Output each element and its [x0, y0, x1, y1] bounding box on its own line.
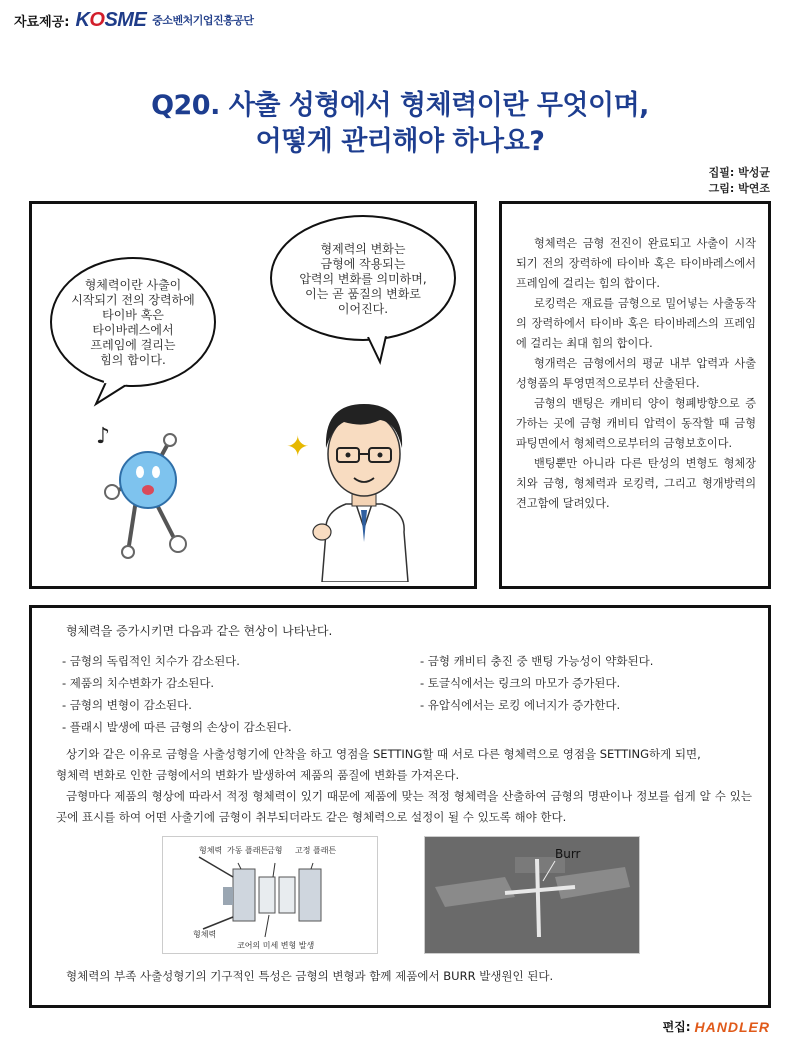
- bubble-line: 압력의 변화를 의미하며,: [299, 272, 427, 286]
- label-clamp-force-top: 형체력: [199, 846, 223, 855]
- explanation-paragraph: 형개력은 금형에서의 평균 내부 압력과 사출성형품의 투영면적으로부터 산출된다.: [516, 357, 756, 390]
- details-panel: [29, 605, 771, 1008]
- bubble-line: 이는 곧 품질의 변화로: [305, 287, 421, 301]
- molecule-mascot: [98, 432, 208, 562]
- effects-list-right: [420, 650, 653, 716]
- effects-list-left: [62, 650, 292, 738]
- paragraph-line: 형체력 변화로 인한 금형에서의 변화가 발생하여 제품의 품질에 변화를 가져온다.: [56, 768, 460, 782]
- source-header: [14, 8, 254, 32]
- bubble-line: 프레임에 걸리는: [90, 338, 176, 352]
- writer-credit: 집필: 박성균: [708, 166, 770, 179]
- burr-photo: [425, 837, 639, 953]
- label-burr: Burr: [555, 847, 581, 861]
- engineer-character: [304, 382, 424, 582]
- explanation-paragraph: 밴팅뿐만 아니라 다른 탄성의 변형도 형체장치와 금형, 형체력과 로킹력, 그리고 형개방력의 견고함에 달려있다.: [516, 457, 756, 510]
- effect-item: - 플래시 발생에 따른 금형의 손상이 감소된다.: [62, 720, 292, 734]
- bubble-line: 금형에 작용되는: [320, 257, 406, 271]
- paragraph-line: 상기와 같은 이유로 금형을 사출성형기에 안착을 하고 영점을 SETTING할 때 서로 다른 형체력으로 영점을 SETTING하게 되면,: [66, 747, 701, 761]
- details-paragraph-2: [56, 786, 752, 828]
- explanation-paragraph: 금형의 밴팅은 캐비티 양이 형폐방향으로 증가하는 곳에 금형 캐비티 압력이 동작할 때 금형파팅면에서 형체력으로부터의 금형보호이다.: [516, 397, 756, 450]
- comic-panel: [29, 201, 477, 589]
- label-fixed-platen: 고정 플래튼: [295, 846, 337, 855]
- agency-name: 중소벤처기업진흥공단: [152, 14, 254, 27]
- details-intro: 형체력을 증가시키면 다음과 같은 현상이 나타난다.: [66, 624, 333, 638]
- credits: [709, 165, 770, 197]
- speech-bubble-left: [48, 254, 218, 404]
- editor-credit: [663, 1018, 770, 1035]
- kosme-logo: KOSME: [75, 8, 147, 31]
- handler-logo: HANDLER: [694, 1018, 770, 1035]
- effect-item: - 금형 캐비티 충진 중 밴팅 가능성이 약화된다.: [420, 654, 654, 668]
- bubble-line: 시작되기 전의 장력하에: [71, 293, 195, 307]
- music-note-icon: ♪: [96, 424, 111, 449]
- label-core-deformation: 코어의 미세 변형 발생: [237, 941, 315, 950]
- title-line-1: Q20. 사출 성형에서 형체력이란 무엇이며,: [151, 90, 649, 121]
- bubble-line: 힘의 합이다.: [100, 353, 166, 367]
- burr-photo-figure: [424, 836, 640, 954]
- editor-label: 편집:: [662, 1020, 691, 1034]
- page-title: [0, 88, 800, 160]
- effect-item: - 금형의 독립적인 치수가 감소된다.: [62, 654, 240, 668]
- effect-item: - 금형의 변형이 감소된다.: [62, 698, 192, 712]
- effect-item: - 토글식에서는 링크의 마모가 증가된다.: [420, 676, 621, 690]
- title-line-2: 어떻게 관리해야 하나요?: [255, 126, 545, 157]
- bubble-line: 형체력이란 사출이: [84, 278, 182, 292]
- speech-bubble-right: [268, 212, 458, 362]
- label-moving-platen: 가동 플래튼: [227, 846, 269, 855]
- bubble-line: 타이바레스에서: [92, 323, 174, 337]
- figure-caption: 형체력의 부족 사출성형기의 기구적인 특성은 금형의 변형과 함께 제품에서 BURR 발생원인 된다.: [66, 969, 554, 983]
- bubble-line: 형제력의 변화는: [320, 242, 406, 256]
- speech-bubble-right-text: [268, 242, 458, 317]
- explanation-panel: [499, 201, 771, 589]
- illustrator-credit: 그림: 박연조: [708, 182, 770, 195]
- explanation-text: [516, 234, 756, 514]
- paragraph-line: 금형마다 제품의 형상에 따라서 적정 형체력이 있기 때문에 제품에 맞는 적정 형체력을 산출하여 금형의 명판이나 정보를 쉽게 알 수 있는 곳에 표시를 하여 어떤 사출기에 금형이 취부되더라도 같은 형체력으로 설정이 될 수 있도록 해야 한다.: [56, 789, 752, 824]
- explanation-paragraph: 형체력은 금형 전진이 완료되고 사출이 시작되기 전의 장력하에 타이바 혹은 타이바레스에서 프레임에 걸리는 힘의 합이다.: [516, 237, 756, 290]
- bubble-line: 타이바 혹은: [102, 308, 164, 322]
- label-clamp-force-bottom: 형체력: [193, 930, 217, 939]
- speech-bubble-left-text: [48, 278, 218, 368]
- effect-item: - 제품의 치수변화가 감소된다.: [62, 676, 215, 690]
- label-mold: 금형: [267, 846, 283, 855]
- explanation-paragraph: 로킹력은 재료를 금형으로 밀어넣는 사출동작의 장력하에서 타이바 혹은 타이바레스의 프레임에 걸리는 최대 힘의 합이다.: [516, 297, 756, 350]
- mold-deformation-figure: [162, 836, 378, 954]
- bubble-line: 이어진다.: [337, 302, 389, 316]
- source-label: 자료제공:: [14, 14, 70, 30]
- sparkle-icon: ✦: [286, 430, 310, 463]
- details-paragraph-1: [56, 744, 752, 786]
- effect-item: - 유압식에서는 로킹 에너지가 증가한다.: [420, 698, 621, 712]
